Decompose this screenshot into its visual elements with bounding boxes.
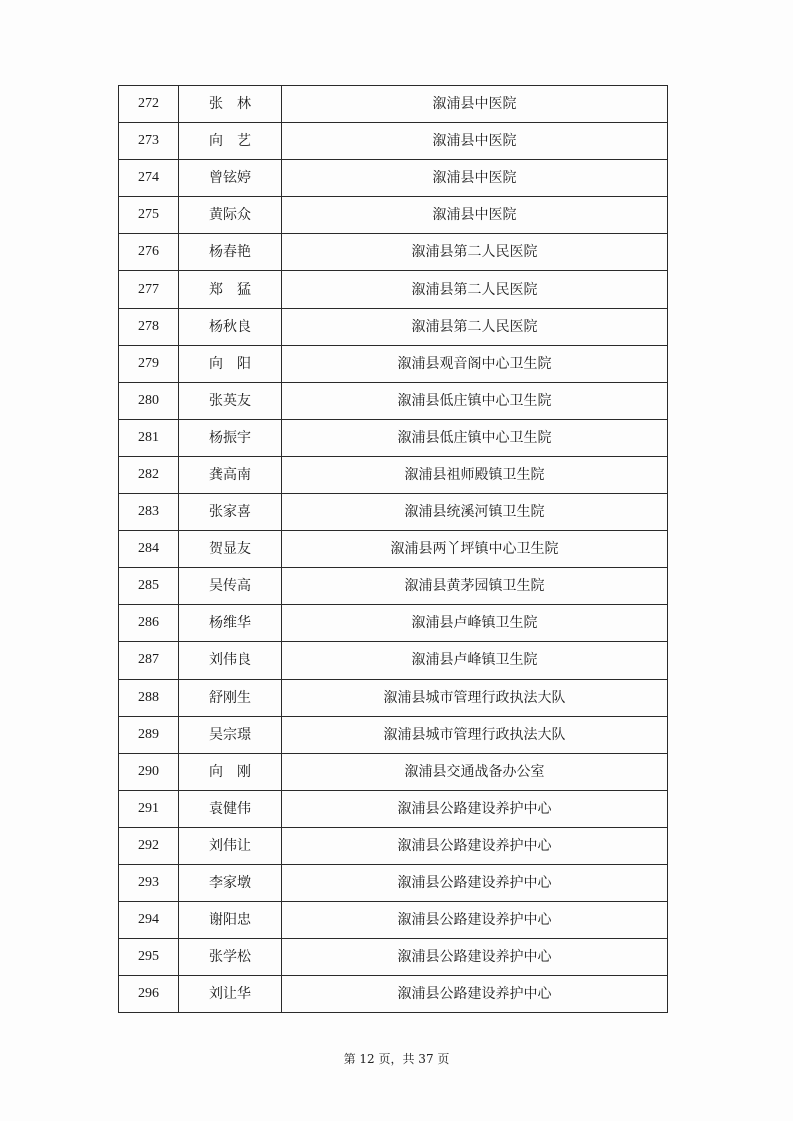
work-unit: 溆浦县第二人民医院 <box>282 308 668 345</box>
table-row <box>119 494 668 531</box>
work-unit: 溆浦县第二人民医院 <box>282 271 668 308</box>
person-name: 张 林 <box>179 86 282 123</box>
table-row <box>119 864 668 901</box>
table-row <box>119 939 668 976</box>
row-number: 287 <box>119 642 179 679</box>
row-number: 292 <box>119 827 179 864</box>
work-unit: 溆浦县公路建设养护中心 <box>282 790 668 827</box>
row-number: 293 <box>119 864 179 901</box>
table-row <box>119 679 668 716</box>
work-unit: 溆浦县中医院 <box>282 160 668 197</box>
person-name: 杨春艳 <box>179 234 282 271</box>
table-row <box>119 456 668 493</box>
work-unit: 溆浦县公路建设养护中心 <box>282 864 668 901</box>
row-number: 282 <box>119 456 179 493</box>
person-name: 刘伟良 <box>179 642 282 679</box>
person-name: 黄际众 <box>179 197 282 234</box>
roster-table <box>118 85 668 1013</box>
row-number: 275 <box>119 197 179 234</box>
row-number: 283 <box>119 494 179 531</box>
work-unit: 溆浦县城市管理行政执法大队 <box>282 716 668 753</box>
row-number: 291 <box>119 790 179 827</box>
person-name: 向 阳 <box>179 345 282 382</box>
row-number: 272 <box>119 86 179 123</box>
work-unit: 溆浦县中医院 <box>282 197 668 234</box>
row-number: 274 <box>119 160 179 197</box>
work-unit: 溆浦县公路建设养护中心 <box>282 939 668 976</box>
person-name: 刘伟让 <box>179 827 282 864</box>
work-unit: 溆浦县黄茅园镇卫生院 <box>282 568 668 605</box>
person-name: 吴传高 <box>179 568 282 605</box>
page-footer: 第 12 页，共 37 页 <box>343 1052 450 1066</box>
work-unit: 溆浦县卢峰镇卫生院 <box>282 605 668 642</box>
row-number: 281 <box>119 419 179 456</box>
work-unit: 溆浦县卢峰镇卫生院 <box>282 642 668 679</box>
person-name: 袁健伟 <box>179 790 282 827</box>
table-row <box>119 976 668 1013</box>
person-name: 张家喜 <box>179 494 282 531</box>
table-row <box>119 605 668 642</box>
row-number: 277 <box>119 271 179 308</box>
work-unit: 溆浦县中医院 <box>282 123 668 160</box>
row-number: 286 <box>119 605 179 642</box>
work-unit: 溆浦县低庄镇中心卫生院 <box>282 419 668 456</box>
person-name: 龚高南 <box>179 456 282 493</box>
work-unit: 溆浦县祖师殿镇卫生院 <box>282 456 668 493</box>
person-name: 郑 猛 <box>179 271 282 308</box>
row-number: 288 <box>119 679 179 716</box>
table-row <box>119 197 668 234</box>
row-number: 280 <box>119 382 179 419</box>
table-row <box>119 790 668 827</box>
row-number: 294 <box>119 902 179 939</box>
person-name: 李家墩 <box>179 864 282 901</box>
roster-table-body <box>119 86 668 1013</box>
work-unit: 溆浦县公路建设养护中心 <box>282 827 668 864</box>
row-number: 284 <box>119 531 179 568</box>
person-name: 杨维华 <box>179 605 282 642</box>
row-number: 279 <box>119 345 179 382</box>
row-number: 295 <box>119 939 179 976</box>
work-unit: 溆浦县低庄镇中心卫生院 <box>282 382 668 419</box>
person-name: 贺显友 <box>179 531 282 568</box>
table-row <box>119 271 668 308</box>
table-row <box>119 568 668 605</box>
table-row <box>119 123 668 160</box>
person-name: 吴宗璟 <box>179 716 282 753</box>
work-unit: 溆浦县公路建设养护中心 <box>282 976 668 1013</box>
row-number: 289 <box>119 716 179 753</box>
person-name: 向 艺 <box>179 123 282 160</box>
work-unit: 溆浦县统溪河镇卫生院 <box>282 494 668 531</box>
table-row <box>119 716 668 753</box>
person-name: 杨秋良 <box>179 308 282 345</box>
work-unit: 溆浦县城市管理行政执法大队 <box>282 679 668 716</box>
work-unit: 溆浦县中医院 <box>282 86 668 123</box>
person-name: 谢阳忠 <box>179 902 282 939</box>
work-unit: 溆浦县公路建设养护中心 <box>282 902 668 939</box>
work-unit: 溆浦县观音阁中心卫生院 <box>282 345 668 382</box>
row-number: 285 <box>119 568 179 605</box>
table-row <box>119 642 668 679</box>
table-row <box>119 382 668 419</box>
table-row <box>119 531 668 568</box>
row-number: 296 <box>119 976 179 1013</box>
work-unit: 溆浦县第二人民医院 <box>282 234 668 271</box>
person-name: 曾铉婷 <box>179 160 282 197</box>
table-row <box>119 753 668 790</box>
row-number: 276 <box>119 234 179 271</box>
row-number: 273 <box>119 123 179 160</box>
person-name: 舒刚生 <box>179 679 282 716</box>
work-unit: 溆浦县交通战备办公室 <box>282 753 668 790</box>
table-row <box>119 419 668 456</box>
row-number: 290 <box>119 753 179 790</box>
table-row <box>119 345 668 382</box>
person-name: 张英友 <box>179 382 282 419</box>
row-number: 278 <box>119 308 179 345</box>
person-name: 刘让华 <box>179 976 282 1013</box>
table-row <box>119 827 668 864</box>
person-name: 张学松 <box>179 939 282 976</box>
table-row <box>119 86 668 123</box>
work-unit: 溆浦县两丫坪镇中心卫生院 <box>282 531 668 568</box>
table-row <box>119 160 668 197</box>
table-row <box>119 902 668 939</box>
person-name: 向 刚 <box>179 753 282 790</box>
table-row <box>119 234 668 271</box>
table-row <box>119 308 668 345</box>
person-name: 杨振宇 <box>179 419 282 456</box>
